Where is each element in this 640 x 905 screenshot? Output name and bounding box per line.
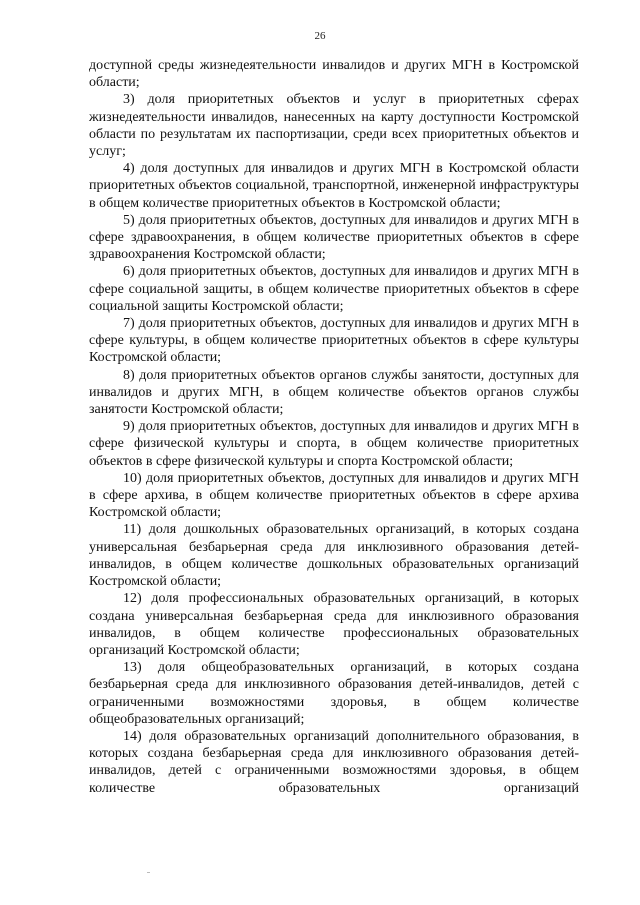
paragraph-item-10: 10) доля приоритетных объектов, доступных для инвалидов и других МГН в сфере архива, в общем количестве приоритетных объектов в сфере архива Костромской области; [89,470,579,521]
paragraph-item-6: 6) доля приоритетных объектов, доступных для инвалидов и других МГН в сфере социальной защиты, в общем количестве приоритетных объектов в сфере социальной защиты Костромской области; [89,264,579,314]
page-number: 26 [314,30,326,42]
paragraph-item-3: 3) доля приоритетных объектов и услуг в приоритетных сферах жизнедеятельности инвалидов, нанесенных на карту доступности Костромской области по результатам их паспортизации, среди всех приоритетных объектов и услуг; [89,92,579,160]
body-text [89,57,579,797]
paragraph-item-12: 12) доля профессиональных образовательных организаций, в которых создана универсальная безбарьерная среда для инклюзивного образования инвалидов, в общем количестве профессиональных образовательных организаций Костромской области; [89,591,579,658]
paragraph-continuation: доступной среды жизнедеятельности инвалидов и других МГН в Костромской области; [89,58,579,91]
paragraph-item-13: 13) доля общеобразовательных организаций, в которых создана безбарьерная среда для инклюзивного образования детей-инвалидов, детей с ограниченными возможностями здоровья, в общем количестве общеобразовательных организаций; [89,660,579,727]
paragraph-item-9: 9) доля приоритетных объектов, доступных для инвалидов и других МГН в сфере физической культуры и спорта, в общем количестве приоритетных объектов в сфере физической культуры и спорта Костромской области; [89,419,579,469]
scan-artifact [147,872,150,873]
paragraph-item-4: 4) доля доступных для инвалидов и других МГН в Костромской области приоритетных объектов социальной, транспортной, инженерной инфраструктуры в общем количестве приоритетных объектов в Костромской области; [89,161,579,211]
paragraph-item-11: 11) доля дошкольных образовательных организаций, в которых создана универсальная безбарьерная среда для инклюзивного образования детей-инвалидов, в общем количестве дошкольных образовательных организаций Костромской области; [89,522,579,590]
paragraph-item-8: 8) доля приоритетных объектов органов службы занятости, доступных для инвалидов и других МГН, в общем количестве объектов органов службы занятости Костромской области; [89,367,579,418]
paragraph-item-5: 5) доля приоритетных объектов, доступных для инвалидов и других МГН в сфере здравоохранения, в общем количестве приоритетных объектов в сфере здравоохранения Костромской области; [89,212,579,263]
paragraph-item-7: 7) доля приоритетных объектов, доступных для инвалидов и других МГН в сфере культуры, в общем количестве приоритетных объектов в сфере культуры Костромской области; [89,316,579,366]
paragraph-item-14: 14) доля образовательных организаций дополнительного образования, в которых создана безбарьерная среда для инклюзивного образования детей-инвалидов, детей с ограниченными возможностями здоровья, в общем количестве образовательных организаций [89,728,579,796]
